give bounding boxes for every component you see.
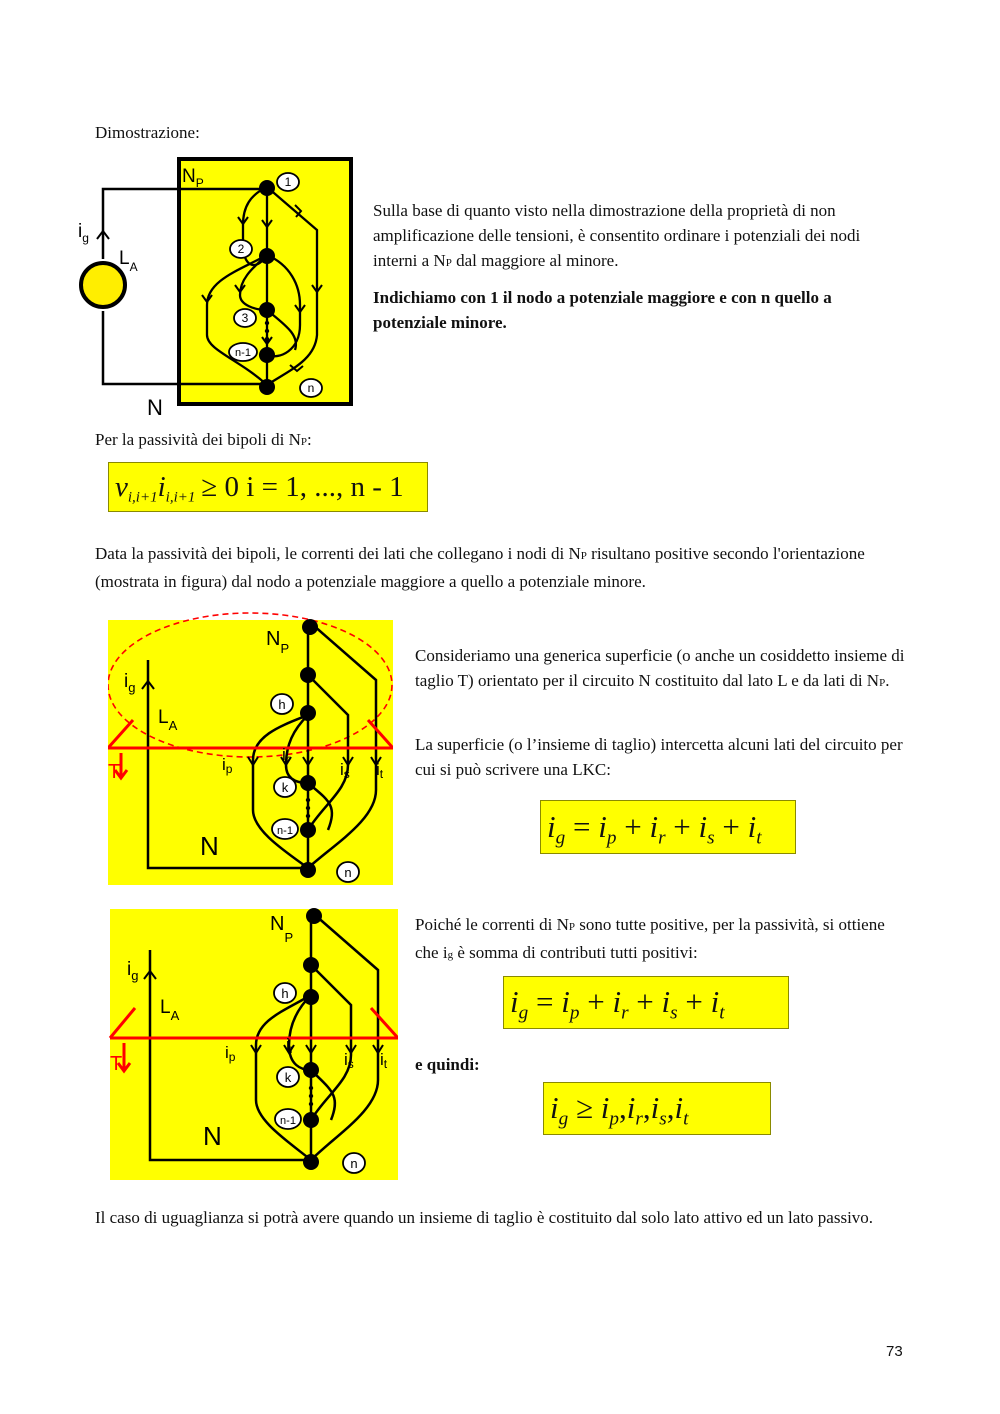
svg-text:n: n — [344, 865, 352, 880]
label-is: is — [340, 760, 350, 781]
label-ig: $i_g$ — [78, 221, 89, 245]
paragraph-positive-contributions: Poiché le correnti di NP sono tutte positive, per la passività, si ottiene che ig è somma di contributi tutti positivi: — [415, 915, 885, 962]
equation-inequality: $i_g \ge i_p,i_r,i_s,i_t$ — [543, 1082, 771, 1135]
svg-text:h: h — [281, 986, 289, 1001]
label-is: is — [344, 1050, 354, 1071]
label-la: $L_A$ — [160, 997, 180, 1023]
conclusion-paragraph: Il caso di uguaglianza si potrà avere quando un insieme di taglio è costituito dal solo lato attivo ed un lato passivo. — [95, 1208, 874, 1227]
label-np: $N_P$ — [182, 166, 204, 190]
label-ip: ip — [222, 755, 233, 776]
voltage-source-icon — [81, 263, 125, 307]
node-label-n: n — [307, 381, 315, 395]
svg-text:h: h — [278, 697, 286, 712]
label-n: N — [203, 1121, 222, 1151]
svg-text:k: k — [284, 1070, 292, 1085]
figure-circuit-nodes — [75, 155, 360, 423]
label-np: $N_P$ — [266, 628, 290, 656]
label-ip: ip — [225, 1043, 236, 1064]
label-e-quindi: e quindi: — [415, 1055, 480, 1074]
paragraph-positive-currents: Data la passività dei bipoli, le correnti dei lati che collegano i nodi di NP risultano positive secondo l'orientazione (mostrata in figura) dal nodo a potenziale maggiore a quello a potenziale minore. — [95, 544, 865, 591]
label-it: it — [376, 760, 384, 781]
intro-paragraph: Sulla base di quanto visto nella dimostrazione della proprietà di non amplificazione delle tensioni, è consentito ordinare i potenziali dei nodi interni a NP dal maggiore al minore. — [373, 201, 861, 270]
node-label-n-1: n-1 — [235, 347, 251, 359]
label-la: $L_A$ — [158, 707, 178, 733]
paragraph-cutset: Consideriamo una generica superficie (o anche un cosiddetto insieme di taglio T) orientato per il circuito N costituito dal lato L e da lati di NP. — [415, 646, 905, 690]
label-t: T — [108, 761, 121, 783]
figure-cutset-2 — [108, 905, 398, 1180]
node-label-3: 3 — [241, 311, 249, 325]
page-number: 73 — [886, 1343, 903, 1360]
label-ig: $i_g$ — [124, 671, 136, 695]
label-n: N — [200, 831, 219, 861]
label-t: T — [110, 1053, 123, 1075]
svg-text:n-1: n-1 — [280, 1115, 296, 1127]
equation-sum: $i_g = i_p + i_r + i_s + i_t$ — [503, 976, 789, 1029]
label-it: it — [380, 1050, 388, 1071]
section-heading: Dimostrazione: — [95, 123, 200, 142]
equation-passivity: $v_{i,i+1}i_{i,i+1} \ge 0$ i = 1, ..., n - 1 — [108, 462, 428, 512]
passivity-line: Per la passività dei bipoli di NP: — [95, 430, 312, 449]
equation-lkc: $i_g = i_p + i_r + i_s + i_t$ — [540, 800, 796, 854]
label-ir: ir — [282, 745, 290, 766]
figure-cutset-1 — [108, 605, 393, 887]
svg-text:k: k — [281, 780, 289, 795]
paragraph-lkc: La superficie (o l’insieme di taglio) intercetta alcuni lati del circuito per cui si può scrivere una LKC: — [415, 735, 903, 779]
label-la: $L_A$ — [119, 248, 138, 274]
intro-bold-paragraph: Indichiamo con 1 il nodo a potenziale maggiore e con n quello a potenziale minore. — [373, 288, 832, 332]
svg-text:n: n — [350, 1156, 358, 1171]
node-label-2: 2 — [237, 242, 245, 256]
np-box — [179, 159, 351, 404]
svg-text:n-1: n-1 — [277, 825, 293, 837]
label-n: N — [147, 395, 163, 420]
label-ig: $i_g$ — [127, 959, 139, 983]
label-np: $N_P$ — [270, 913, 294, 945]
node-label-1: 1 — [284, 175, 292, 189]
label-ir: ir — [286, 1035, 294, 1056]
